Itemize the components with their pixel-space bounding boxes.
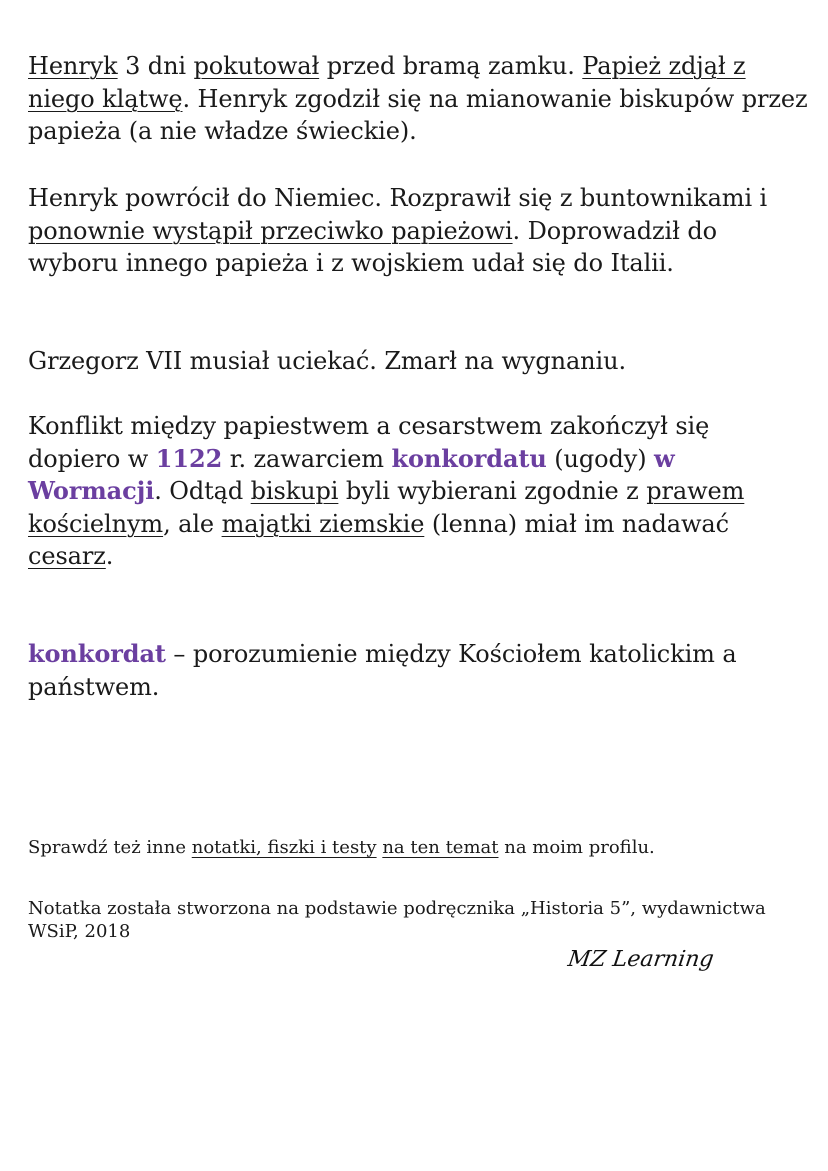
text-segment: , ale	[163, 509, 222, 538]
text-segment: na moim profilu.	[498, 837, 655, 858]
paragraph-gregory	[28, 345, 808, 378]
highlight-konkordatu: konkordatu	[391, 443, 547, 473]
definition-term: konkordat	[28, 639, 166, 668]
paragraph-penance	[28, 50, 808, 148]
footer-source: Notatka została stworzona na podstawie podręcznika „Historia 5”, wydawnictwa WSiP, 2018	[28, 898, 766, 942]
signature: MZ Learning	[566, 947, 716, 972]
text-biskupi: biskupi	[250, 477, 339, 505]
text-segment: Sprawdź też inne	[28, 837, 192, 858]
text-majatki-ziemskie: majątki ziemskie	[221, 509, 425, 538]
definition-text: – porozumienie między Kościołem katolickim a państwem.	[28, 640, 737, 701]
text-segment: byli wybierani zgodnie z	[338, 477, 647, 505]
text-segment: 3 dni	[117, 52, 194, 80]
text-segment: przed bramą zamku.	[319, 52, 583, 80]
text-segment: Konflikt między papiestwem a cesarstwem zakończył się dopiero w	[28, 412, 710, 473]
definition	[28, 638, 808, 703]
highlight-year: 1122	[155, 443, 223, 473]
text-segment: (lenna) miał im nadawać	[424, 509, 729, 538]
highlight-wormacji: w Wormacji	[28, 443, 675, 505]
text-prawem-koscielnym: prawem kościelnym	[28, 477, 745, 538]
text-segment: Henryk powrócił do Niemiec. Rozprawił się z buntownikami i	[28, 184, 768, 212]
link-na-ten-temat[interactable]: na ten temat	[382, 837, 499, 858]
paragraph-return	[28, 182, 808, 280]
text-segment: . Henryk zgodził się na mianowanie biskupów przez papieża (a nie władze świeckie).	[28, 84, 808, 145]
text-segment: (ugody)	[546, 444, 655, 473]
text-segment: . Doprowadził do wyboru innego papieża i z wojskiem udał się do Italii.	[28, 216, 717, 277]
text-ponownie-wystapil: ponownie wystąpił przeciwko papieżowi	[28, 216, 513, 245]
paragraph-concordat	[28, 410, 808, 573]
text-pokutowal: pokutował	[193, 52, 320, 80]
footer-profile-note	[28, 836, 818, 859]
text-cesarz: cesarz	[28, 542, 106, 570]
text-papiez-zdjal-klatwe: Papież zdjął z niego klątwę	[28, 52, 746, 113]
text-segment: .	[105, 542, 114, 570]
text-segment: . Odtąd	[154, 477, 251, 505]
text-henryk: Henryk	[28, 52, 118, 80]
text-segment: Grzegorz VII musiał uciekać. Zmarł na wygnaniu.	[28, 347, 626, 375]
text-segment: r. zawarciem	[222, 444, 392, 473]
link-notatki-fiszki-testy[interactable]: notatki, fiszki i testy	[191, 837, 377, 858]
